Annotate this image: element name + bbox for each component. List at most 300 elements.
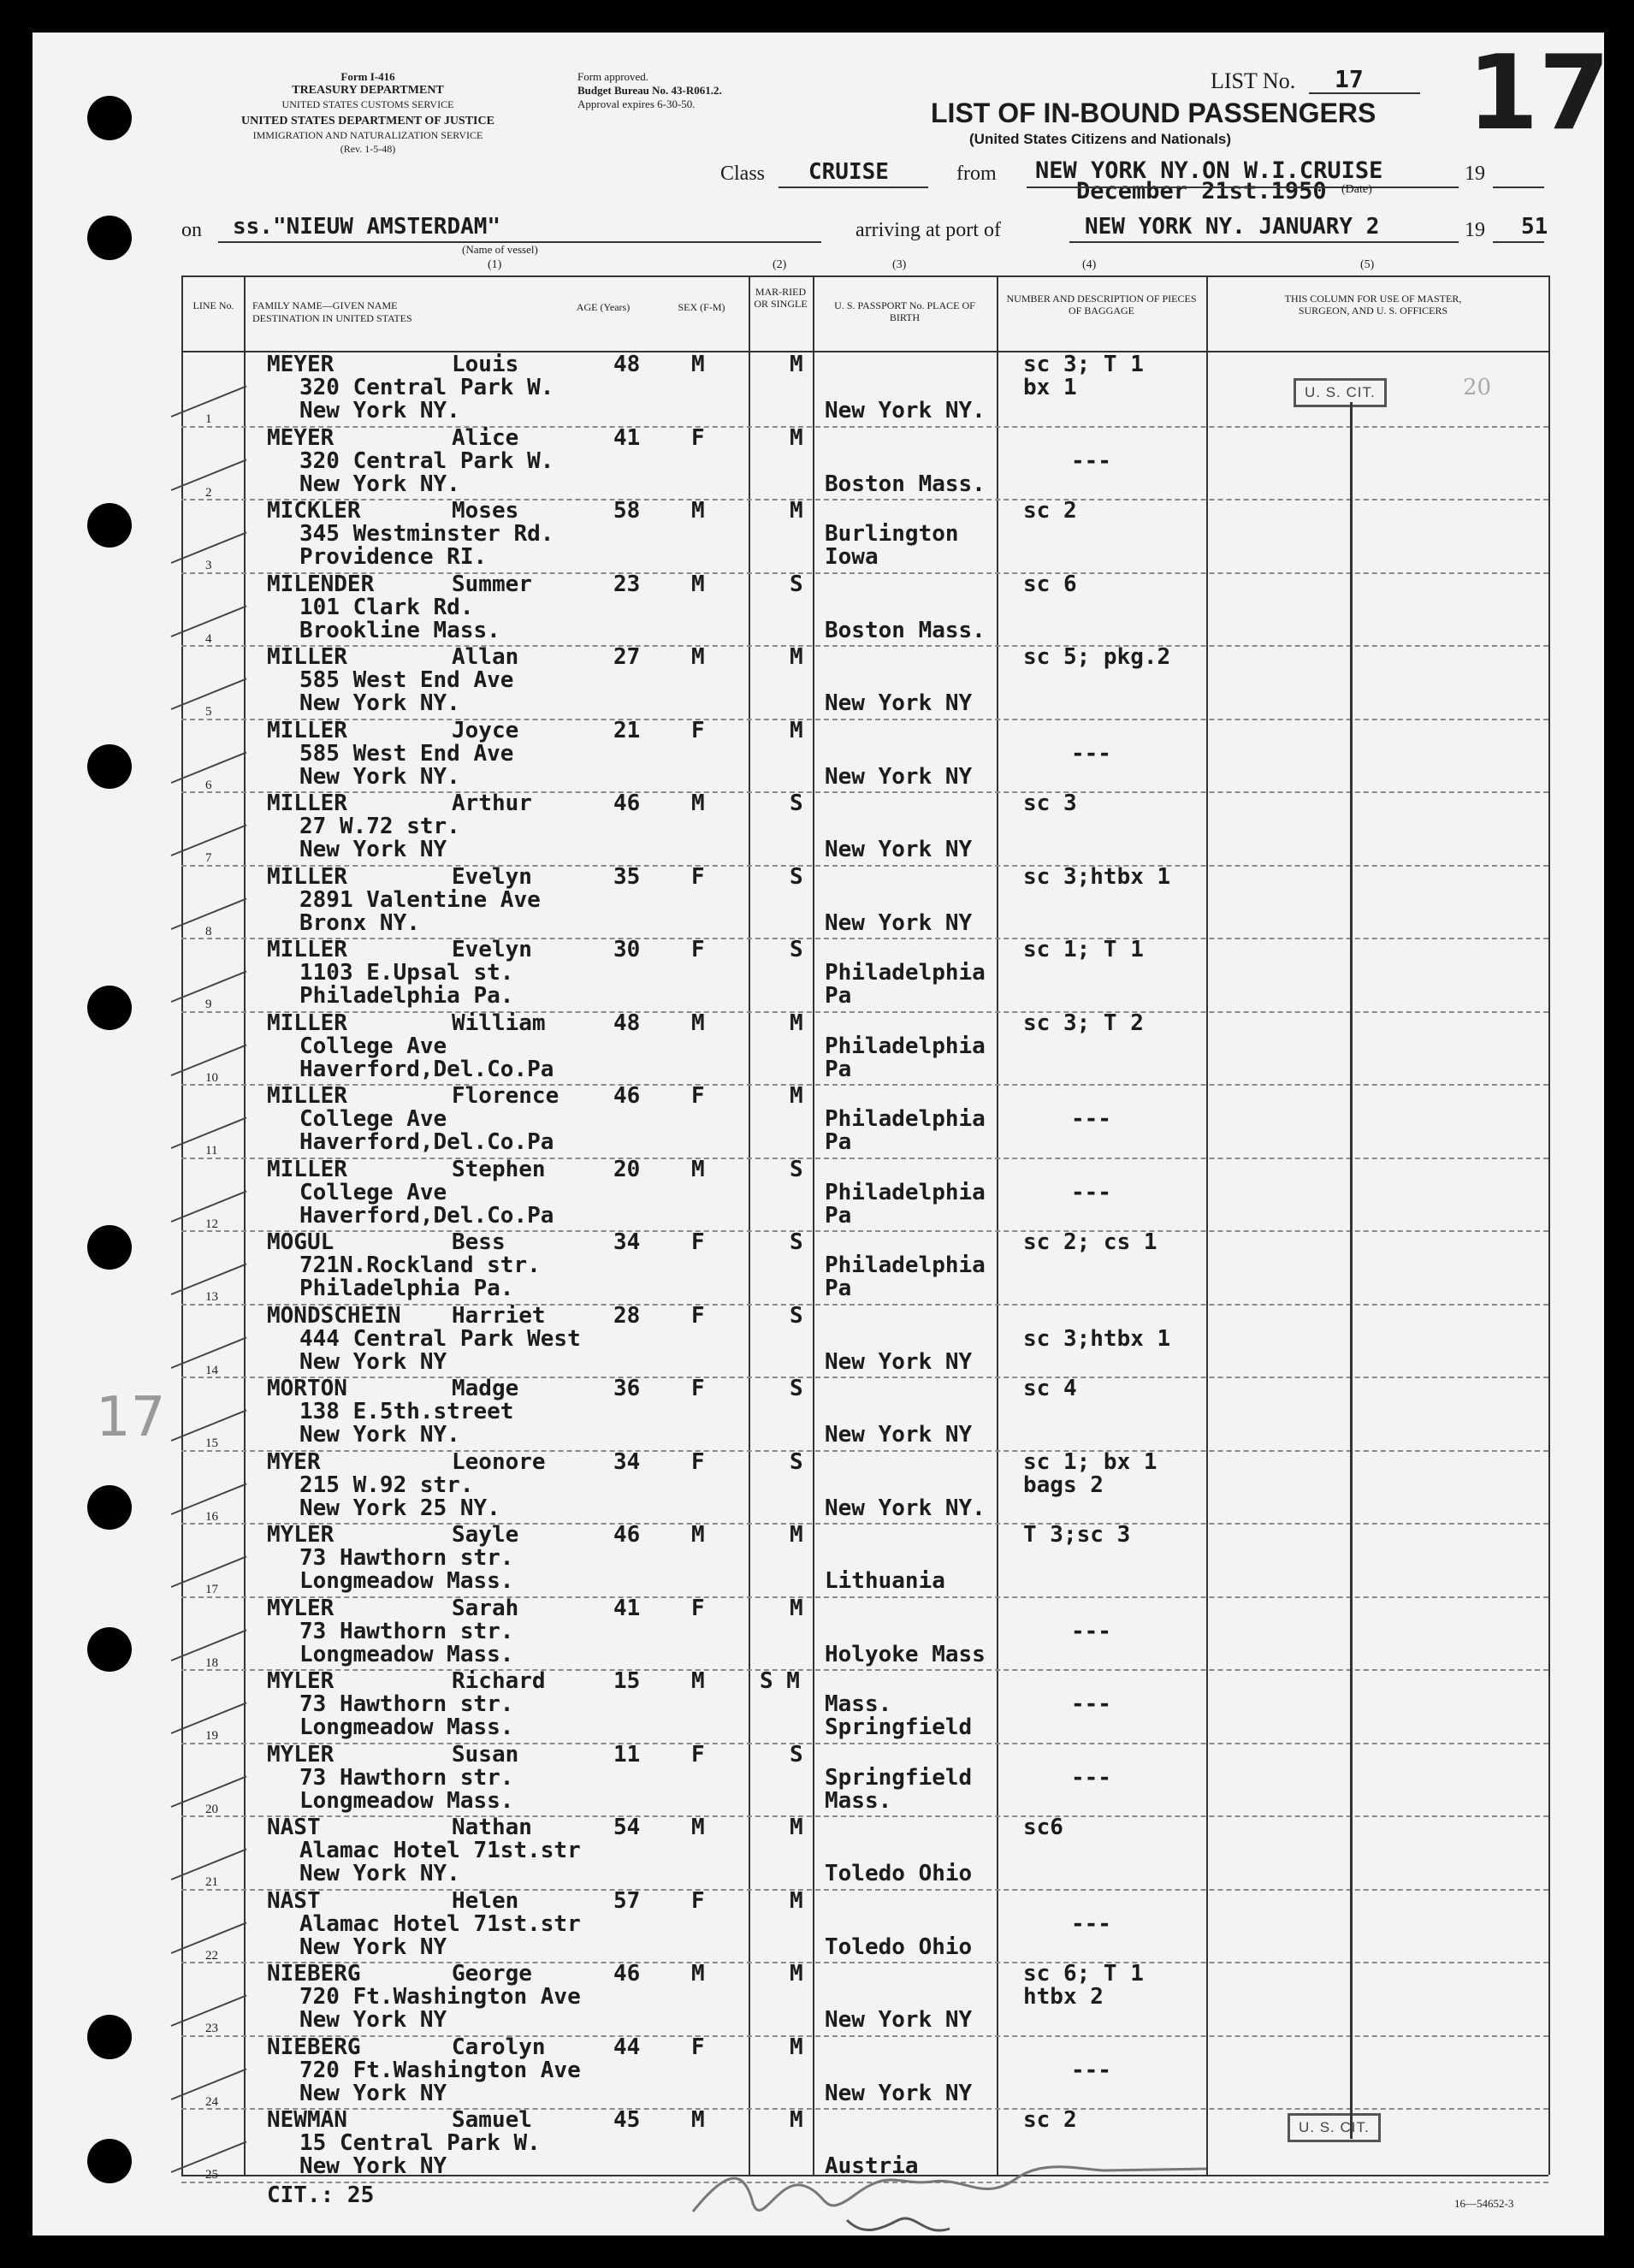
row-divider [181, 426, 1548, 428]
from-label: from [956, 163, 997, 185]
passenger-city: Longmeadow Mass. [299, 1568, 514, 1594]
col-number: (5) [1360, 258, 1375, 271]
margin-note: 17 [96, 1386, 166, 1449]
passenger-city: New York NY. [299, 763, 460, 790]
birth-place-line2: New York NY [825, 690, 973, 716]
passenger-sex: M [691, 1961, 705, 1987]
birth-place-line2: New York NY. [825, 1495, 986, 1521]
birth-place-line2: New York NY [825, 1348, 973, 1375]
passenger-marital: M [790, 644, 803, 670]
passenger-address: 721N.Rockland str. [299, 1252, 541, 1278]
line-number: 12 [205, 1217, 218, 1231]
birth-place-line2: Pa [825, 1276, 852, 1301]
birth-place-line1: Philadelphia [825, 1252, 986, 1278]
passenger-age: 58 [613, 498, 641, 524]
baggage-line2: --- [1071, 447, 1111, 474]
baggage-line2: --- [1071, 1179, 1111, 1205]
birth-place-line1: Philadelphia [825, 1179, 986, 1205]
officer-signature [676, 2135, 1223, 2246]
row-divider [181, 2108, 1548, 2110]
passenger-given-name: Nathan [452, 1815, 532, 1840]
passenger-city: Philadelphia Pa. [299, 983, 514, 1009]
line-number: 2 [205, 485, 212, 500]
row-divider [181, 1377, 1548, 1378]
passenger-city: Bronx NY. [299, 909, 420, 936]
passenger-family-name: MILLER [267, 717, 347, 743]
passenger-sex: M [691, 2107, 705, 2133]
row-divider [181, 865, 1548, 867]
passenger-family-name: MILLER [267, 863, 347, 890]
passenger-age: 41 [613, 1595, 641, 1621]
officer-check-line [1350, 402, 1353, 2139]
citizen-count: CIT.: 25 [267, 2182, 375, 2208]
passenger-given-name: Alice [452, 424, 519, 451]
on-label: on [181, 219, 202, 241]
birth-place-line2: Austria [825, 2153, 919, 2179]
line-number: 24 [205, 2094, 218, 2109]
date-label: (Date) [1341, 183, 1372, 196]
binder-hole [87, 986, 132, 1030]
baggage-line2: --- [1071, 740, 1111, 767]
passenger-city: New York NY [299, 2080, 447, 2106]
passenger-family-name: MILLER [267, 1010, 347, 1036]
line-number: 13 [205, 1290, 218, 1304]
passenger-sex: F [691, 1302, 705, 1329]
from-value: NEW YORK NY.ON W.I.CRUISE [1035, 157, 1383, 184]
passenger-family-name: MILLER [267, 937, 347, 962]
baggage-line1: sc 3; T 2 [1023, 1010, 1144, 1036]
passenger-sex: F [691, 1595, 705, 1621]
form-number: Form I-416 [340, 70, 395, 83]
passenger-address: 345 Westminster Rd. [299, 521, 554, 547]
stamp-note: 20 [1463, 375, 1492, 400]
baggage-line1: sc 1; T 1 [1023, 937, 1144, 962]
passenger-city: Philadelphia Pa. [299, 1276, 514, 1301]
passenger-given-name: Evelyn [452, 863, 532, 890]
header-officers: THIS COLUMN FOR USE OF MASTER, SURGEON, AND U. S. OFFICERS [1284, 293, 1462, 317]
birth-place-line1: Philadelphia [825, 1033, 986, 1059]
line-number: 7 [205, 851, 212, 865]
passenger-sex: M [691, 498, 705, 524]
passenger-address: 215 W.92 str. [299, 1472, 474, 1498]
document-subtitle: (United States Citizens and Nationals) [969, 131, 1232, 147]
passenger-address: 585 West End Ave [299, 740, 514, 767]
passenger-age: 34 [613, 1448, 641, 1475]
passenger-sex: M [691, 1156, 705, 1182]
passenger-address: 73 Hawthorn str. [299, 1545, 514, 1571]
binder-hole [87, 216, 132, 260]
line-number: 14 [205, 1363, 218, 1377]
passenger-marital: M [790, 498, 803, 524]
passenger-address: 15 Central Park W. [299, 2130, 541, 2156]
row-divider [181, 1669, 1548, 1671]
passenger-sex: M [691, 352, 705, 377]
baggage-line1: T 3;sc 3 [1023, 1522, 1131, 1548]
passenger-city: New York NY [299, 2153, 447, 2179]
baggage-line2: --- [1071, 1910, 1111, 1937]
passenger-family-name: MILLER [267, 644, 347, 670]
passenger-marital: M [790, 1595, 803, 1621]
passenger-marital: S [790, 1741, 803, 1768]
baggage-line1: sc 4 [1023, 1376, 1077, 1401]
birth-place-line2: Pa [825, 1056, 852, 1082]
vessel-caption: (Name of vessel) [462, 243, 538, 256]
passenger-family-name: NAST [267, 1887, 321, 1914]
printer-code: 16—54652-3 [1454, 2197, 1514, 2210]
document-title: LIST OF IN-BOUND PASSENGERS [931, 98, 1376, 128]
passenger-age: 46 [613, 1522, 641, 1548]
line-number: 8 [205, 924, 212, 939]
passenger-family-name: MICKLER [267, 498, 361, 524]
revision: (Rev. 1-5-48) [340, 143, 396, 155]
birth-place-line2: New York NY [825, 837, 973, 862]
passenger-age: 15 [613, 1668, 641, 1694]
passenger-sex: F [691, 2034, 705, 2060]
passenger-marital: S [790, 1376, 803, 1401]
class-underline [779, 187, 928, 188]
from-year-underline [1493, 187, 1544, 188]
passenger-age: 21 [613, 717, 641, 743]
passenger-given-name: Joyce [452, 717, 519, 743]
header-sex: SEX (F-M) [678, 301, 725, 313]
passenger-given-name: Madge [452, 1376, 519, 1401]
passenger-age: 45 [613, 2107, 641, 2133]
baggage-line2: --- [1071, 1764, 1111, 1791]
row-divider [181, 1596, 1548, 1598]
table-header-border [181, 351, 1548, 352]
passenger-marital: M [790, 1961, 803, 1987]
customs-service: UNITED STATES CUSTOMS SERVICE [281, 98, 454, 110]
passenger-age: 48 [613, 352, 641, 377]
binder-hole [87, 1485, 132, 1530]
passenger-city: Haverford,Del.Co.Pa [299, 1202, 554, 1229]
passenger-city: New York NY. [299, 1861, 460, 1886]
baggage-line1: sc 3 [1023, 791, 1077, 816]
port-underline [1069, 241, 1459, 243]
col-number: (4) [1082, 258, 1097, 271]
treasury-dept: TREASURY DEPARTMENT [292, 84, 444, 97]
line-number: 11 [205, 1144, 218, 1158]
row-divider [181, 499, 1548, 500]
passenger-marital: M [790, 2034, 803, 2060]
passenger-city: New York NY [299, 837, 447, 862]
header-line-no: LINE No. [192, 299, 234, 311]
passenger-family-name: MONDSCHEIN [267, 1302, 401, 1329]
passenger-given-name: Moses [452, 498, 519, 524]
line-number: 25 [205, 2168, 218, 2182]
line-number: 23 [205, 2022, 218, 2035]
passenger-city: Longmeadow Mass. [299, 1787, 514, 1814]
passenger-marital: M [790, 1887, 803, 1914]
passenger-given-name: William [452, 1010, 546, 1036]
approval-expires: Approval expires 6-30-50. [577, 98, 696, 110]
passenger-sex: M [691, 1668, 705, 1694]
us-citizen-stamp: U. S. CIT. [1294, 378, 1387, 407]
birth-place-line2: Springfield [825, 1714, 973, 1740]
birth-place-line2: New York NY [825, 763, 973, 790]
passenger-age: 28 [613, 1302, 641, 1329]
passenger-address: 720 Ft.Washington Ave [299, 1984, 581, 2010]
baggage-line1: sc 3;htbx 1 [1023, 863, 1171, 890]
baggage-line1: sc 2 [1023, 498, 1077, 524]
passenger-marital: S [790, 863, 803, 890]
line-number: 22 [205, 1948, 218, 1963]
line-number: 20 [205, 1802, 218, 1816]
line-number: 15 [205, 1436, 218, 1450]
line-number: 18 [205, 1655, 218, 1670]
baggage-line2: --- [1071, 1618, 1111, 1644]
birth-place-line1: Springfield [825, 1764, 973, 1791]
passenger-marital: M [790, 1815, 803, 1840]
passenger-marital: S [790, 1448, 803, 1475]
passenger-city: New York NY [299, 2007, 447, 2033]
passenger-sex: F [691, 1887, 705, 1914]
row-divider [181, 1523, 1548, 1525]
list-no-label: LIST No. [1211, 68, 1296, 93]
passenger-sex: M [691, 791, 705, 816]
binder-hole [87, 96, 132, 140]
binder-hole [87, 2139, 132, 2183]
passenger-sex: F [691, 1448, 705, 1475]
passenger-marital: M [790, 1083, 803, 1109]
passenger-given-name: Samuel [452, 2107, 532, 2133]
passenger-address: Alamac Hotel 71st.str [299, 1910, 581, 1937]
passenger-given-name: Susan [452, 1741, 519, 1768]
passenger-given-name: Arthur [452, 791, 532, 816]
birth-place-line2: Boston Mass. [825, 471, 986, 497]
passenger-city: New York NY. [299, 1422, 460, 1448]
birth-place-line2: Boston Mass. [825, 617, 986, 643]
passenger-sex: F [691, 424, 705, 451]
passenger-marital: M [790, 1010, 803, 1036]
birth-place-line1: Burlington [825, 521, 959, 547]
passenger-city: New York NY. [299, 471, 460, 497]
row-divider [181, 1450, 1548, 1452]
class-value: CRUISE [808, 159, 889, 185]
binder-hole [87, 2015, 132, 2059]
passenger-age: 36 [613, 1376, 641, 1401]
baggage-line1: sc 2 [1023, 2107, 1077, 2133]
passenger-city: New York 25 NY. [299, 1495, 500, 1521]
passenger-family-name: MORTON [267, 1376, 347, 1401]
passenger-given-name: Summer [452, 571, 532, 597]
line-number: 10 [205, 1070, 218, 1085]
row-divider [181, 1815, 1548, 1817]
row-divider [181, 791, 1548, 793]
list-no-underline [1309, 92, 1420, 94]
passenger-given-name: Evelyn [452, 937, 532, 962]
approval-block [577, 70, 722, 111]
passenger-city: New York NY. [299, 690, 460, 716]
passenger-family-name: NIEBERG [267, 2034, 361, 2060]
baggage-line1: sc 5; pkg.2 [1023, 644, 1171, 670]
passenger-marital: S [790, 1229, 803, 1255]
header-name: FAMILY NAME—GIVEN NAME [252, 299, 398, 311]
row-divider [181, 1743, 1548, 1744]
passenger-given-name: Leonore [452, 1448, 546, 1475]
passenger-given-name: Allan [452, 644, 519, 670]
line-number: 3 [205, 559, 212, 572]
passenger-marital: S [790, 571, 803, 597]
from-underline [1027, 187, 1459, 188]
line-number: 16 [205, 1509, 218, 1524]
passenger-address: College Ave [299, 1033, 447, 1059]
binder-hole [87, 1225, 132, 1270]
row-divider [181, 1230, 1548, 1232]
arrival-year: 51 [1521, 214, 1548, 240]
passenger-given-name: Stephen [452, 1156, 546, 1182]
passenger-city: Haverford,Del.Co.Pa [299, 1129, 554, 1155]
birth-place-line2: New York NY [825, 909, 973, 936]
birth-place-line2: Mass. [825, 1787, 892, 1814]
passenger-given-name: Richard [452, 1668, 546, 1694]
passenger-family-name: MILLER [267, 1156, 347, 1182]
binder-hole [87, 1627, 132, 1672]
justice-dept: UNITED STATES DEPARTMENT OF JUSTICE [241, 115, 494, 127]
line-number: 5 [205, 705, 212, 719]
passenger-address: 101 Clark Rd. [299, 594, 474, 620]
line-number: 17 [205, 1583, 218, 1596]
passenger-age: 23 [613, 571, 641, 597]
passenger-given-name: Sarah [452, 1595, 519, 1621]
line-number: 21 [205, 1875, 218, 1889]
passenger-address: 320 Central Park W. [299, 447, 554, 474]
arriving-label: arriving at port of [855, 219, 1001, 241]
passenger-marital: S [790, 937, 803, 962]
passenger-family-name: MOGUL [267, 1229, 334, 1255]
birth-place-line2: New York NY. [825, 398, 986, 423]
passenger-address: 27 W.72 str. [299, 814, 460, 839]
passenger-marital: M [790, 1522, 803, 1548]
baggage-line2: bx 1 [1023, 375, 1077, 400]
col-number: (1) [488, 258, 502, 271]
baggage-line1: sc 6; T 1 [1023, 1961, 1144, 1987]
passenger-sex: M [691, 1010, 705, 1036]
passenger-family-name: NEWMAN [267, 2107, 347, 2133]
passenger-family-name: MILLER [267, 791, 347, 816]
passenger-sex: M [691, 571, 705, 597]
arrival-year-label: 19 [1465, 219, 1485, 241]
vessel-name: ss."NIEUW AMSTERDAM" [233, 214, 501, 240]
passenger-marital: M [790, 352, 803, 377]
baggage-line1: sc 2; cs 1 [1023, 1229, 1157, 1255]
passenger-city: Haverford,Del.Co.Pa [299, 1056, 554, 1082]
passenger-sex: F [691, 1229, 705, 1255]
passenger-family-name: MYLER [267, 1522, 334, 1548]
passenger-family-name: MYLER [267, 1595, 334, 1621]
line-number: 1 [205, 412, 212, 426]
passenger-family-name: MEYER [267, 352, 334, 377]
passenger-given-name: Carolyn [452, 2034, 546, 2060]
passenger-sex: M [691, 1522, 705, 1548]
passenger-family-name: NAST [267, 1815, 321, 1840]
row-divider [181, 2035, 1548, 2037]
passenger-address: 320 Central Park W. [299, 375, 554, 400]
passenger-given-name: Helen [452, 1887, 519, 1914]
passenger-age: 35 [613, 863, 641, 890]
list-no-value: 17 [1335, 65, 1364, 93]
passenger-age: 44 [613, 2034, 641, 2060]
passenger-age: 41 [613, 424, 641, 451]
passenger-city: New York NY. [299, 398, 460, 423]
passenger-address: College Ave [299, 1106, 447, 1132]
row-divider [181, 1084, 1548, 1086]
line-number: 19 [205, 1729, 218, 1743]
passenger-sex: F [691, 937, 705, 962]
passenger-marital: M [790, 424, 803, 451]
baggage-line2: sc 3;htbx 1 [1023, 1325, 1171, 1352]
birth-place-line1: Mass. [825, 1691, 892, 1717]
budget-bureau: Budget Bureau No. 43-R061.2. [577, 84, 722, 97]
birth-place-line2: Toledo Ohio [825, 1933, 973, 1960]
passenger-address: 2891 Valentine Ave [299, 886, 541, 913]
baggage-line2: --- [1071, 1691, 1111, 1717]
passenger-family-name: MILLER [267, 1083, 347, 1109]
row-divider [181, 645, 1548, 647]
baggage-line2: htbx 2 [1023, 1984, 1104, 2010]
binder-hole [87, 503, 132, 548]
passenger-marital: S M [760, 1668, 800, 1694]
year-prefix-label: 19 [1465, 163, 1485, 185]
birth-place-line1: Philadelphia [825, 960, 986, 986]
passenger-marital: S [790, 791, 803, 816]
passenger-age: 11 [613, 1741, 641, 1768]
birth-place-line2: Iowa [825, 544, 879, 570]
passenger-age: 54 [613, 1815, 641, 1840]
passenger-age: 20 [613, 1156, 641, 1182]
header-passport: U. S. PASSPORT No. PLACE OF BIRTH [834, 299, 975, 323]
passenger-age: 57 [613, 1887, 641, 1914]
birth-place-line2: New York NY [825, 2080, 973, 2106]
baggage-line1: sc 1; bx 1 [1023, 1448, 1157, 1475]
row-divider [181, 719, 1548, 720]
passenger-family-name: MYLER [267, 1741, 334, 1768]
line-number: 4 [205, 631, 212, 646]
passenger-age: 34 [613, 1229, 641, 1255]
col-number: (3) [892, 258, 907, 271]
binder-hole [87, 744, 132, 789]
passenger-marital: M [790, 2107, 803, 2133]
passenger-family-name: MEYER [267, 424, 334, 451]
birth-place-line2: Pa [825, 1129, 852, 1155]
passenger-marital: S [790, 1302, 803, 1329]
passenger-given-name: Sayle [452, 1522, 519, 1548]
birth-place-line2: New York NY [825, 2007, 973, 2033]
form-agency-block [171, 70, 565, 156]
row-divider [181, 1158, 1548, 1159]
passenger-sex: F [691, 1083, 705, 1109]
passenger-age: 30 [613, 937, 641, 962]
passenger-age: 46 [613, 791, 641, 816]
baggage-line2: --- [1071, 1106, 1111, 1132]
row-divider [181, 1889, 1548, 1891]
from-date: December 21st.1950 [1076, 178, 1327, 204]
passenger-address: 1103 E.Upsal st. [299, 960, 514, 986]
col-divider [1548, 275, 1550, 2175]
header-age: AGE (Years) [576, 301, 631, 313]
passenger-address: 444 Central Park West [299, 1325, 581, 1352]
header-married: MAR-RIED OR SINGLE [754, 286, 808, 310]
birth-place-line2: Pa [825, 983, 852, 1009]
passenger-address: College Ave [299, 1179, 447, 1205]
birth-place-line2: Holyoke Mass [825, 1641, 986, 1667]
passenger-age: 46 [613, 1961, 641, 1987]
birth-place-line2: Lithuania [825, 1568, 945, 1594]
passenger-family-name: MYER [267, 1448, 321, 1475]
us-citizen-stamp-bottom: U. S. CIT. [1288, 2113, 1381, 2142]
ins-service: IMMIGRATION AND NATURALIZATION SERVICE [252, 129, 483, 141]
passenger-given-name: Harriet [452, 1302, 546, 1329]
